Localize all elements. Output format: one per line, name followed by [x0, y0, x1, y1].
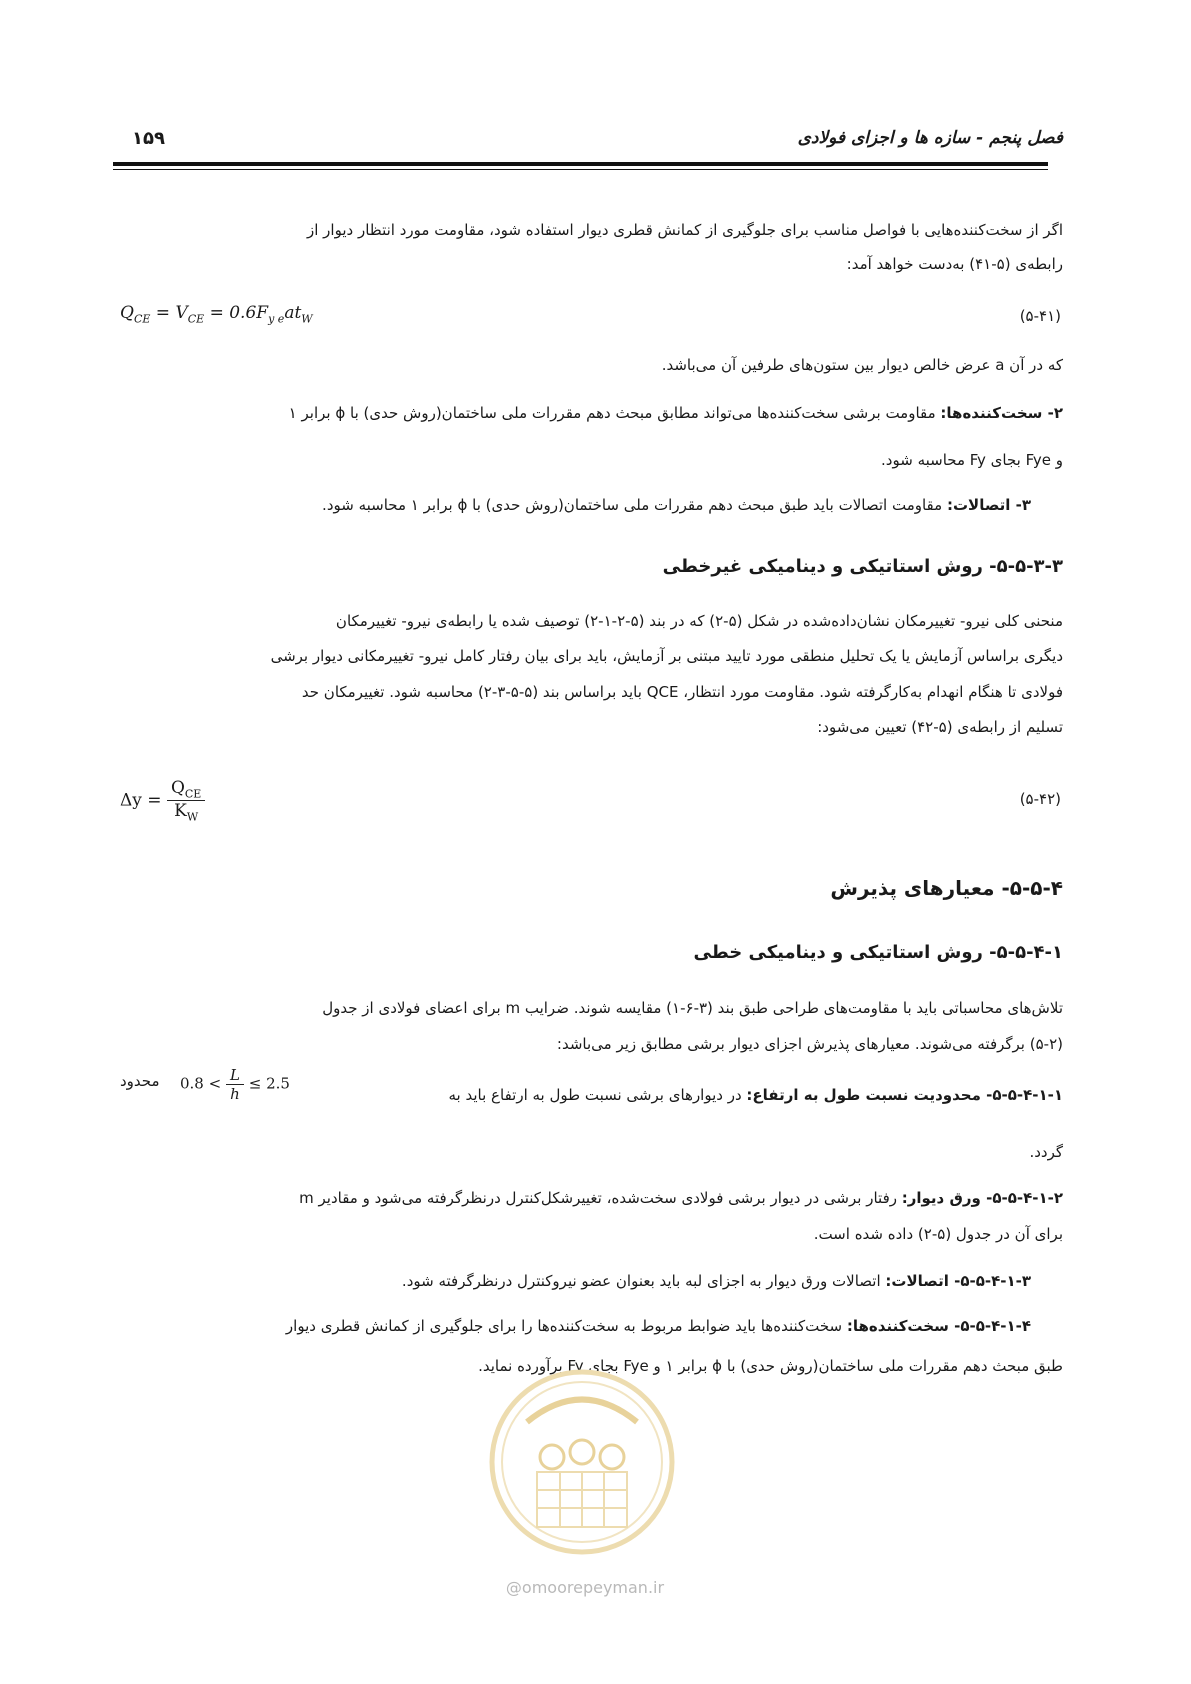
item-text: رفتار برشی در دیوار برشی فولادی سخت‌شده، تغییرشکل‌کنترل درنظرگرفته می‌شود و مقادیر m	[299, 1189, 902, 1207]
eq-numerator	[167, 778, 205, 801]
ineq-fraction	[226, 1066, 244, 1103]
section-heading: ۵-۵-۴-۱- روش استاتیکی و دینامیکی خطی	[693, 942, 1063, 963]
eq-sub: CE	[133, 312, 151, 326]
eq-term: = V	[150, 303, 188, 323]
paragraph-line: تسلیم از رابطه‌ی (۵-۴۲) تعیین می‌شود:	[817, 718, 1063, 736]
list-item	[322, 490, 1031, 520]
paragraph-line: فولادی تا هنگام انهدام به‌کارگرفته شود. مقاومت مورد انتظار، QCE باید براساس بند (۵-۵-۳-۲) محاسبه شود. تغییرمکان حد	[301, 683, 1063, 701]
eq-term: Q	[120, 303, 134, 323]
equation-number: (۵-۴۲)	[1019, 790, 1061, 808]
inequality	[120, 1066, 160, 1096]
list-item	[286, 1311, 1031, 1341]
inequality-expression	[180, 1066, 290, 1103]
item-label: ۲- سخت‌کننده‌ها:	[940, 404, 1063, 422]
ineq-right: ≤ 2.5	[248, 1074, 290, 1093]
eq-lhs: Δy =	[120, 790, 162, 811]
paragraph-line: منحنی کلی نیرو- تغییرمکان نشان‌داده‌شده در شکل (۵-۲) که در بند (۵-۲-۱-۲) توصیف شده یا رابطه‌ی نیرو- تغییرمکان	[335, 612, 1063, 630]
item-text: اتصالات ورق دیوار به اجزای لبه باید بعنوان عضو نیروکنترل درنظرگرفته شود.	[401, 1272, 886, 1290]
header-rule-thin	[113, 169, 1048, 170]
item-label: ۵-۵-۴-۱-۴- سخت‌کننده‌ها:	[846, 1317, 1031, 1335]
inequality-tail: محدود	[120, 1072, 160, 1090]
paragraph-line: و Fye بجای Fy محاسبه شود.	[881, 451, 1063, 469]
item-label: ۵-۵-۴-۱-۲- ورق دیوار:	[901, 1189, 1063, 1207]
eq-fraction	[167, 778, 205, 824]
eq-sub: y e	[268, 312, 285, 326]
paragraph-line: (۵-۲) برگرفته می‌شوند. معیارهای پذیرش اجزای دیوار برشی مطابق زیر می‌باشد:	[556, 1035, 1063, 1053]
eq-sub: W	[301, 312, 313, 326]
paragraph-line: طبق مبحث دهم مقررات ملی ساختمان(روش حدی) با ϕ برابر ۱ و Fye بجای Fy برآورده نماید.	[478, 1357, 1063, 1375]
eq-sub: CE	[184, 787, 202, 801]
ineq-numerator: L	[226, 1066, 244, 1085]
equation-number: (۵-۴۱)	[1019, 307, 1061, 325]
chapter-title: فصل پنجم - سازه ها و اجزای فولادی	[797, 128, 1063, 148]
page-number: ۱۵۹	[132, 128, 165, 149]
watermark-site: @omoorepeyman.ir	[505, 1578, 665, 1597]
paragraph-line: برای آن در جدول (۵-۲) داده شده است.	[813, 1225, 1063, 1243]
paragraph-line: تلاش‌های محاسباتی باید با مقاومت‌های طراحی طبق بند (۳-۶-۱) مقایسه شوند. ضرایب m برای اعضای فولادی از جدول	[322, 999, 1063, 1017]
eq-sub: W	[186, 810, 199, 824]
eq-term: Q	[170, 778, 185, 798]
equation-42	[120, 778, 205, 824]
paragraph-line: دیگری براساس آزمایش یا یک تحلیل منطقی مورد تایید مبتنی بر آزمایش، باید برای بیان رفتار کامل نیرو- تغییرمکانی دیوار برشی	[270, 647, 1063, 665]
item-text: مقاومت اتصالات باید طبق مبحث دهم مقررات ملی ساختمان(روش حدی) با ϕ برابر ۱ محاسبه شود.	[322, 496, 947, 514]
item-text: سخت‌کننده‌ها باید ضوابط مربوط به سخت‌کننده‌ها را برای جلوگیری از کمانش قطری دیوار	[285, 1317, 847, 1335]
item-label: ۵-۵-۴-۱-۱- محدودیت نسبت طول به ارتفاع:	[746, 1086, 1063, 1104]
paragraph-line: گردد.	[1029, 1143, 1063, 1161]
eq-sub: CE	[187, 312, 205, 326]
eq-term: = 0.6F	[204, 303, 269, 323]
equation-41	[120, 303, 313, 325]
paragraph-line: رابطه‌ی (۵-۴۱) به‌دست خواهد آمد:	[846, 255, 1063, 273]
header-rule-thick	[113, 162, 1048, 166]
list-item	[449, 1080, 1064, 1110]
list-item	[289, 398, 1063, 428]
item-label: ۵-۵-۴-۱-۳- اتصالات:	[885, 1272, 1031, 1290]
watermark-logo	[482, 1352, 682, 1580]
paragraph-line: اگر از سخت‌کننده‌هایی با فواصل مناسب برای جلوگیری از کمانش قطری دیوار استفاده شود، مقاومت مورد انتظار دیوار از	[307, 221, 1063, 239]
section-heading: ۵-۵-۴- معیارهای پذیرش	[830, 876, 1063, 900]
eq-term: at	[284, 303, 302, 323]
paragraph-line: که در آن a عرض خالص دیوار بین ستون‌های طرفین آن می‌باشد.	[661, 356, 1063, 374]
list-item	[402, 1266, 1031, 1296]
list-item	[299, 1183, 1063, 1213]
ineq-denominator: h	[230, 1085, 240, 1103]
item-label: ۳- اتصالات:	[946, 496, 1031, 514]
eq-denominator	[167, 801, 205, 823]
section-heading: ۵-۵-۳-۳- روش استاتیکی و دینامیکی غیرخطی	[662, 556, 1063, 577]
eq-term: K	[174, 801, 187, 822]
ineq-left: 0.8 <	[180, 1074, 222, 1093]
item-text: مقاومت برشی سخت‌کننده‌ها می‌تواند مطابق مبحث دهم مقررات ملی ساختمان(روش حدی) با ϕ برابر ۱	[288, 404, 941, 422]
item-text: در دیوارهای برشی نسبت طول به ارتفاع باید به	[448, 1086, 747, 1104]
